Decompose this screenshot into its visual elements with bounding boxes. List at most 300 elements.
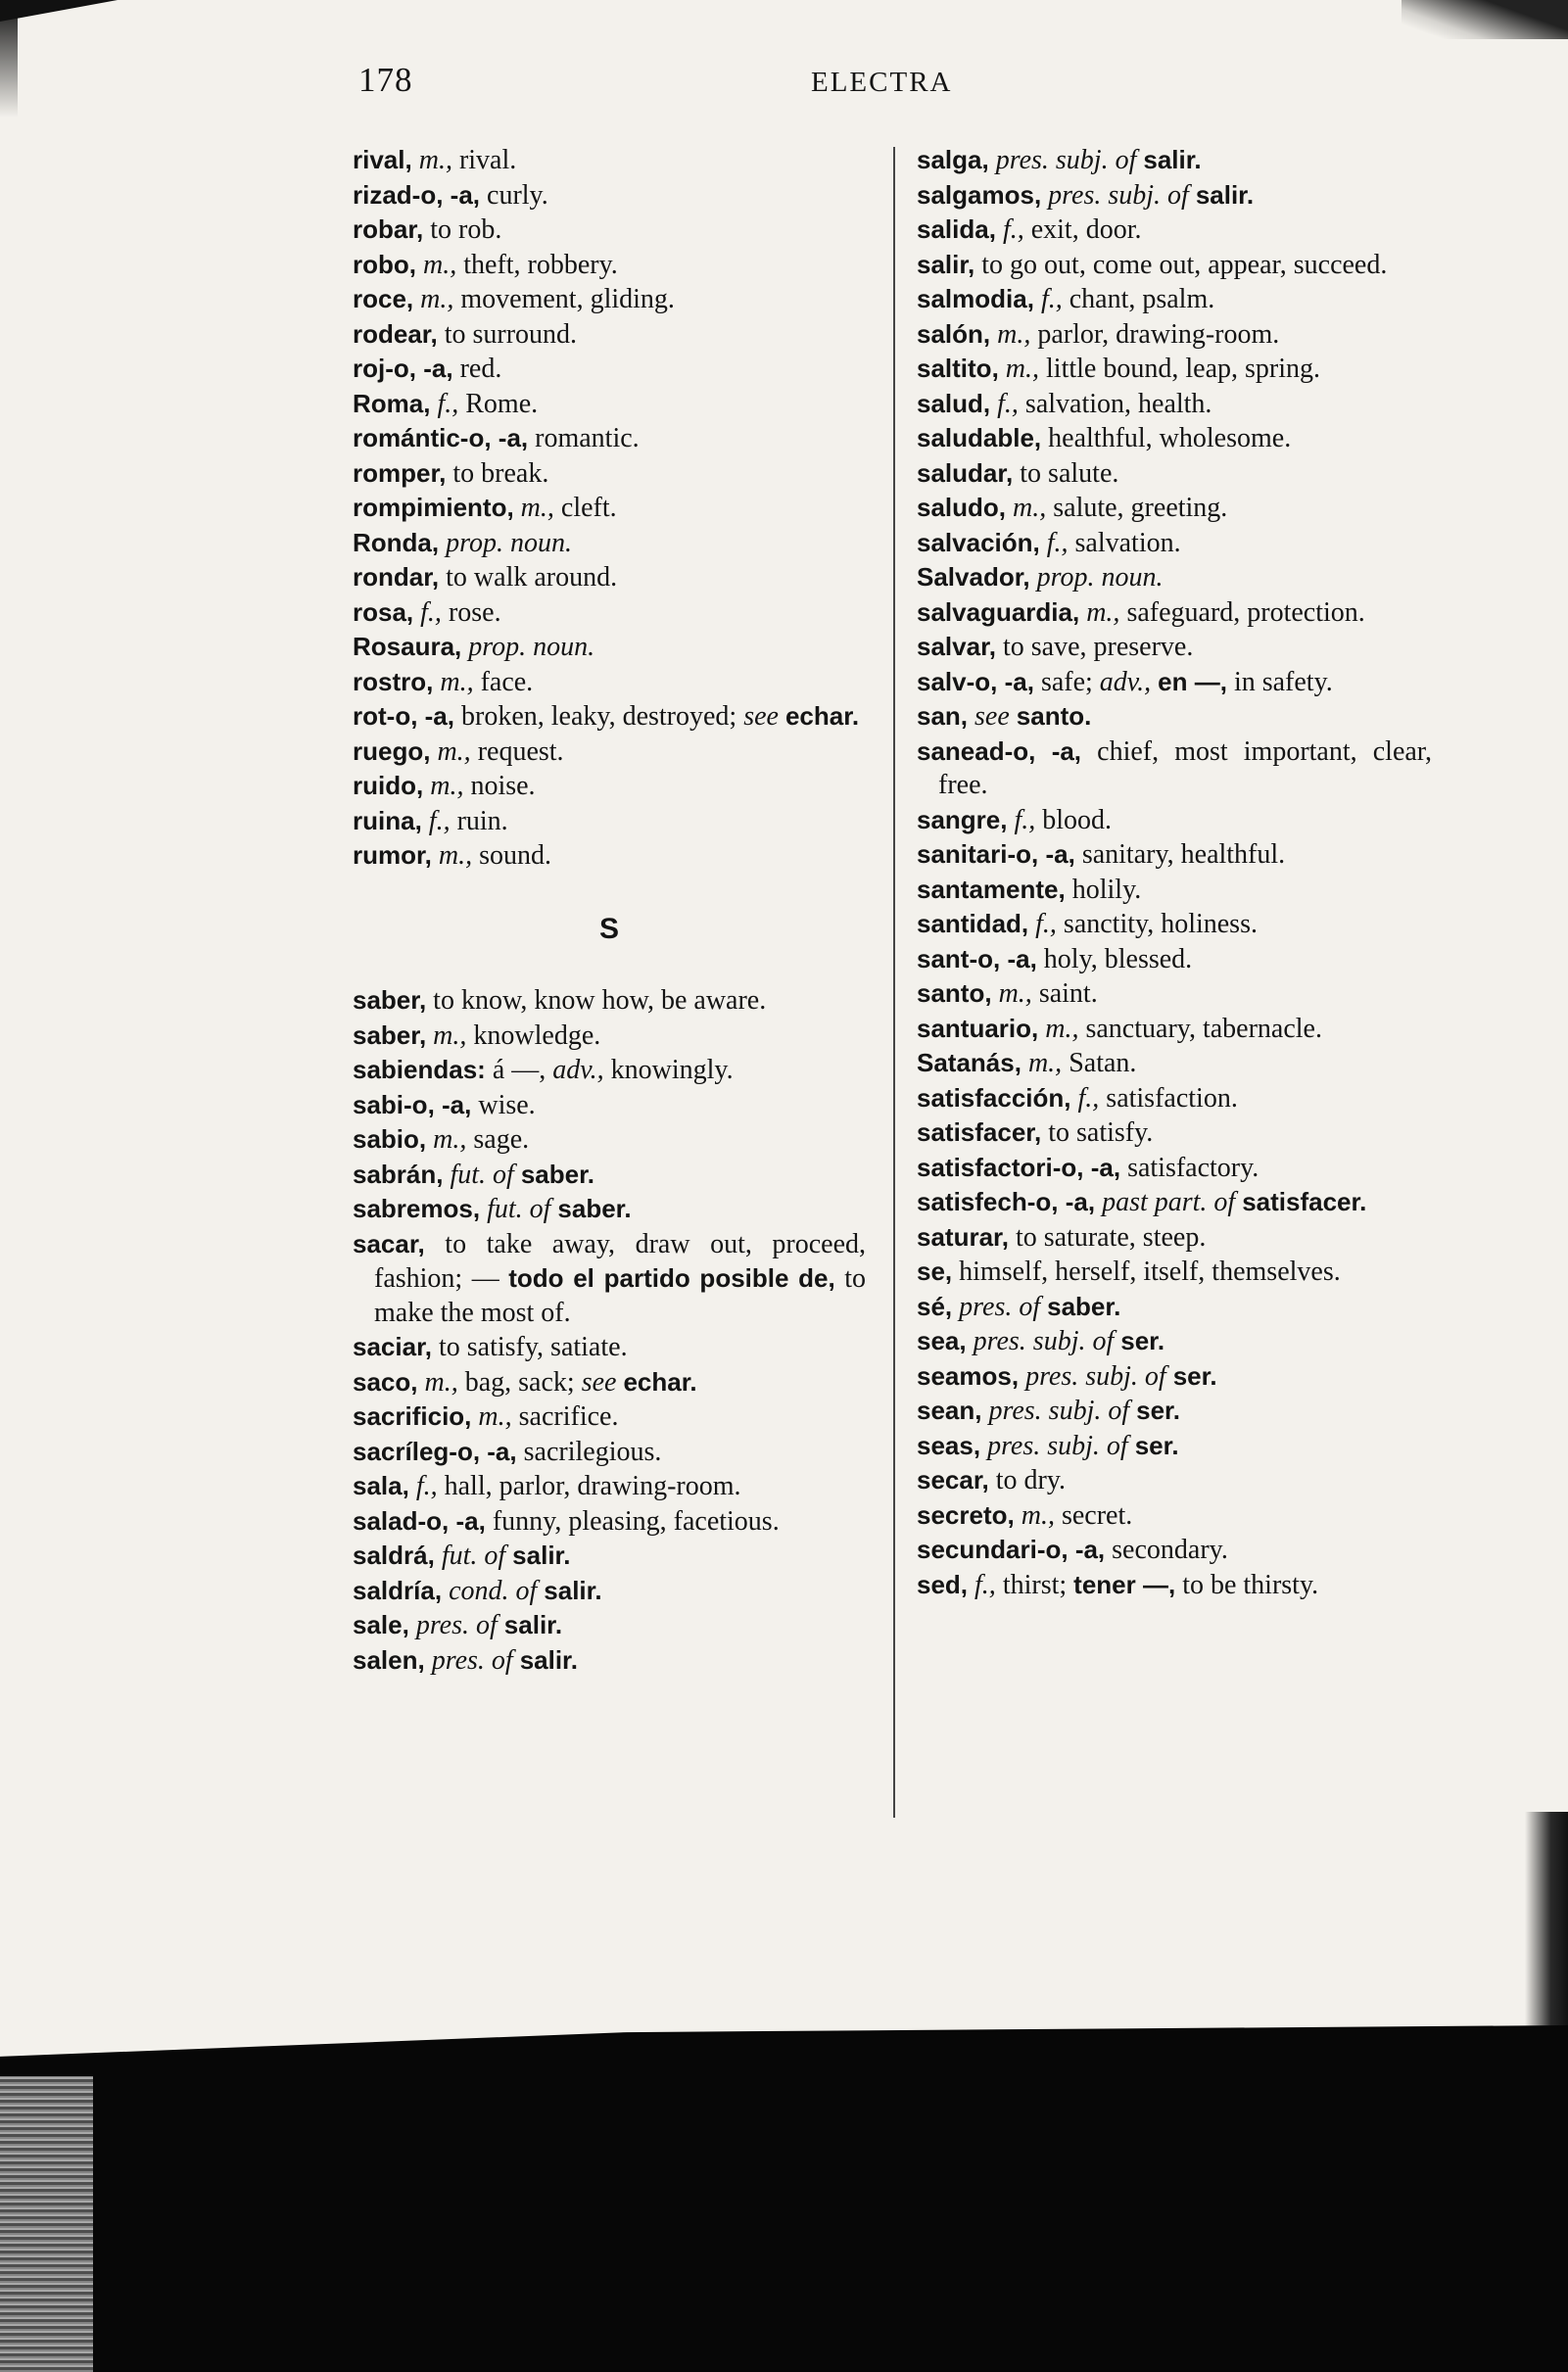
dictionary-entry xyxy=(917,1324,1432,1359)
dictionary-entry xyxy=(917,456,1432,492)
entry-definition: to salute. xyxy=(1020,457,1119,489)
entry-reference: echar. xyxy=(784,701,860,731)
entry-grammar: pres. subj. of xyxy=(1025,1360,1166,1392)
entry-headword: satisfacción, xyxy=(917,1082,1071,1113)
entry-headword: salga, xyxy=(917,145,989,174)
entry-grammar: f., xyxy=(428,805,451,836)
entry-definition: secret. xyxy=(1061,1499,1133,1531)
entry-definition: á —, xyxy=(492,1055,546,1085)
entry-definition: broken, leaky, destroyed; xyxy=(461,701,737,732)
entry-headword: saludar, xyxy=(917,457,1014,488)
dictionary-entry xyxy=(353,1330,866,1365)
dictionary-entry xyxy=(917,143,1432,178)
entry-headword: ruina, xyxy=(353,805,422,835)
dictionary-entry xyxy=(917,1533,1432,1568)
entry-grammar: prop. noun. xyxy=(1036,562,1164,593)
entry-headword: sean, xyxy=(917,1396,982,1425)
entry-definition: to break. xyxy=(452,457,549,489)
entry-definition: sanctuary, tabernacle. xyxy=(1085,1013,1322,1044)
entry-reference: en —, xyxy=(1158,666,1227,696)
dictionary-entry xyxy=(917,837,1432,873)
dictionary-entry xyxy=(353,595,866,631)
entry-definition: ruin. xyxy=(456,805,508,836)
entry-headword: Satanás, xyxy=(917,1048,1022,1077)
entry-reference: echar. xyxy=(623,1366,697,1397)
entry-definition: blood. xyxy=(1042,804,1113,835)
entry-headword: saber, xyxy=(353,1020,427,1050)
entry-definition: sanitary, healthful. xyxy=(1081,839,1286,870)
dictionary-entry xyxy=(917,630,1432,665)
entry-grammar: f., xyxy=(974,1569,996,1600)
entry-headword: roj-o, -a, xyxy=(353,354,453,383)
entry-grammar: m., xyxy=(1027,1048,1063,1078)
entry-reference: salir. xyxy=(503,1610,563,1639)
dictionary-entry xyxy=(353,560,866,595)
entry-headword: sala, xyxy=(353,1471,409,1500)
entry-list-s xyxy=(353,983,866,1678)
entry-headword: saltito, xyxy=(917,354,999,383)
entry-headword: secreto, xyxy=(917,1499,1015,1530)
entry-headword: se, xyxy=(917,1257,953,1286)
entry-definition: sage. xyxy=(473,1124,530,1155)
entry-grammar: m., xyxy=(420,284,454,314)
entry-definition: safeguard, protection. xyxy=(1126,596,1365,628)
entry-definition: to saturate, steep. xyxy=(1015,1221,1207,1253)
entry-grammar: cond. of xyxy=(449,1575,538,1606)
dictionary-entry xyxy=(917,1463,1432,1498)
scan-shadow-top-left xyxy=(0,0,118,22)
running-title: ELECTRA xyxy=(811,67,953,98)
dictionary-entry xyxy=(353,1365,866,1400)
entry-grammar: m., xyxy=(478,1401,512,1432)
entry-definition: parlor, drawing-room. xyxy=(1037,318,1280,350)
entry-definition: noise. xyxy=(470,771,536,801)
entry-headword: salvación, xyxy=(917,527,1040,557)
entry-headword: sant-o, -a, xyxy=(917,943,1037,973)
dictionary-entry xyxy=(353,317,866,353)
entry-definition: little bound, leap, spring. xyxy=(1046,354,1320,384)
entry-grammar: m., xyxy=(1021,1499,1055,1531)
entry-definition: to satisfy, satiate. xyxy=(438,1332,628,1362)
entry-grammar: m., xyxy=(423,249,457,280)
entry-headword: sea, xyxy=(917,1326,967,1355)
entry-definition: sanctity, holiness. xyxy=(1063,909,1258,939)
dictionary-entry xyxy=(353,804,866,839)
entry-headword: romper, xyxy=(353,457,447,488)
dictionary-entry xyxy=(917,526,1432,561)
entry-reference: saber. xyxy=(557,1194,632,1223)
entry-grammar: pres. of xyxy=(959,1291,1041,1322)
entry-headword: Rosaura, xyxy=(353,632,462,661)
dictionary-entry xyxy=(917,735,1432,803)
entry-headword: seamos, xyxy=(917,1360,1020,1391)
entry-headword: robo, xyxy=(353,249,416,279)
entry-headword: saco, xyxy=(353,1366,418,1397)
entry-headword: ruego, xyxy=(353,735,431,766)
entry-headword: saturar, xyxy=(917,1221,1009,1252)
dictionary-entry xyxy=(353,352,866,387)
dictionary-entry xyxy=(353,456,866,492)
dictionary-entry xyxy=(353,1539,866,1574)
entry-definition: to go out, come out, appear, succeed. xyxy=(981,249,1388,280)
entry-headword: secar, xyxy=(917,1465,989,1494)
dictionary-entry xyxy=(917,1394,1432,1429)
entry-grammar: pres. subj. of xyxy=(1048,179,1189,211)
entry-definition: sound. xyxy=(479,840,552,871)
entry-reference: ser. xyxy=(1136,1396,1180,1425)
entry-grammar: f., xyxy=(437,388,459,419)
entry-definition: theft, robbery. xyxy=(463,249,618,280)
entry-grammar: pres. subj. of xyxy=(988,1396,1130,1426)
entry-definition: to surround. xyxy=(444,318,578,350)
entry-headword: satisfech-o, -a, xyxy=(917,1187,1096,1216)
entry-headword: robar, xyxy=(353,214,424,244)
entry-reference: salir. xyxy=(1195,179,1255,210)
dictionary-entry xyxy=(917,976,1432,1012)
entry-definition: wise. xyxy=(478,1089,536,1120)
entry-grammar: m., xyxy=(1005,354,1040,384)
entry-definition: movement, gliding. xyxy=(460,284,675,314)
entry-reference: saber. xyxy=(1047,1291,1121,1321)
entry-grammar: f., xyxy=(1035,909,1057,939)
entry-grammar: pres. of xyxy=(431,1644,513,1676)
right-column xyxy=(917,143,1432,1602)
entry-headword: santidad, xyxy=(917,909,1029,938)
entry-headword: rosa, xyxy=(353,596,414,627)
entry-grammar: pres. subj. of xyxy=(995,145,1137,175)
entry-headword: sabrán, xyxy=(353,1159,444,1189)
dictionary-entry xyxy=(917,560,1432,595)
entry-headword: saldría, xyxy=(353,1575,443,1605)
dictionary-entry xyxy=(353,1019,866,1054)
dictionary-entry xyxy=(917,1081,1432,1116)
entry-definition: request. xyxy=(477,735,564,767)
entry-headword: rompimiento, xyxy=(353,493,514,522)
entry-definition: to make the most of. xyxy=(374,1263,867,1328)
entry-grammar: m., xyxy=(438,840,473,871)
dictionary-entry xyxy=(917,1185,1432,1220)
dictionary-entry xyxy=(353,1053,866,1088)
entry-definition: healthful, wholesome. xyxy=(1048,423,1292,453)
entry-grammar: f., xyxy=(1002,214,1024,245)
entry-headword: sangre, xyxy=(917,804,1008,834)
entry-reference: saber. xyxy=(520,1159,595,1189)
entry-definition: salvation. xyxy=(1074,527,1181,558)
entry-headword: saber, xyxy=(353,985,427,1015)
dictionary-entry xyxy=(917,1429,1432,1464)
entry-headword: seas, xyxy=(917,1430,981,1460)
entry-headword: sale, xyxy=(353,1610,409,1639)
dictionary-entry xyxy=(353,1122,866,1158)
dictionary-entry xyxy=(353,248,866,283)
entry-definition: in safety. xyxy=(1233,666,1333,697)
entry-definition: curly. xyxy=(487,179,548,211)
entry-grammar: prop. noun. xyxy=(446,527,572,558)
dictionary-entry xyxy=(353,1088,866,1123)
entry-headword: Ronda, xyxy=(353,527,440,557)
entry-definition: satisfaction. xyxy=(1106,1082,1238,1114)
entry-definition: exit, door. xyxy=(1030,214,1142,245)
entry-grammar: m., xyxy=(998,978,1032,1009)
dictionary-entry xyxy=(917,1046,1432,1081)
entry-definition: Satan. xyxy=(1069,1048,1137,1078)
entry-reference: ser. xyxy=(1120,1326,1165,1355)
entry-headword: sacar, xyxy=(353,1228,425,1258)
entry-definition: to know, know how, be aware. xyxy=(433,985,767,1016)
entry-grammar: m., xyxy=(437,735,471,767)
entry-headword: san, xyxy=(917,701,969,731)
entry-grammar: f., xyxy=(415,1471,438,1501)
entry-definition: thirst; xyxy=(1002,1569,1068,1600)
entry-reference: tener —, xyxy=(1073,1569,1176,1599)
entry-definition: rose. xyxy=(448,596,501,628)
dictionary-entry xyxy=(353,769,866,804)
dictionary-entry xyxy=(917,1115,1432,1151)
entry-definition: satisfactory. xyxy=(1127,1152,1259,1183)
dictionary-entry xyxy=(917,1151,1432,1186)
entry-definition: secondary. xyxy=(1112,1535,1228,1565)
left-column xyxy=(353,143,866,1678)
entry-headword: santuario, xyxy=(917,1013,1039,1043)
entry-reference: ser. xyxy=(1134,1430,1179,1460)
entry-reference: ser. xyxy=(1172,1360,1217,1391)
entry-definition: holy, blessed. xyxy=(1043,943,1193,974)
entry-headword: salir, xyxy=(917,249,975,279)
entry-definition: salute, greeting. xyxy=(1053,493,1228,523)
section-letter: S xyxy=(598,912,619,945)
entry-headword: secundari-o, -a, xyxy=(917,1535,1106,1564)
dictionary-entry xyxy=(917,1290,1432,1325)
dictionary-entry xyxy=(917,907,1432,942)
dictionary-entry xyxy=(917,1012,1432,1047)
entry-grammar: pres. subj. of xyxy=(973,1326,1115,1356)
dictionary-entry xyxy=(353,838,866,874)
entry-definition: to save, preserve. xyxy=(1002,632,1194,662)
dictionary-entry xyxy=(353,282,866,317)
entry-headword: saldrá, xyxy=(353,1541,435,1570)
entry-grammar: m., xyxy=(418,145,452,175)
entry-definition: hall, parlor, drawing-room. xyxy=(444,1471,741,1501)
dictionary-entry xyxy=(353,699,866,735)
entry-headword: satisfactori-o, -a, xyxy=(917,1152,1121,1182)
entry-headword: rostro, xyxy=(353,666,434,696)
dictionary-entry xyxy=(917,595,1432,631)
scan-shadow-right-edge xyxy=(1525,1812,1568,2037)
dictionary-entry xyxy=(917,699,1432,735)
entry-grammar: fut. of xyxy=(441,1541,506,1571)
dictionary-entry xyxy=(917,248,1432,283)
entry-grammar: f., xyxy=(1077,1082,1100,1114)
dictionary-entry xyxy=(917,317,1432,353)
entry-grammar: pres. subj. of xyxy=(987,1430,1128,1461)
entry-definition: to walk around. xyxy=(446,562,618,593)
dictionary-entry xyxy=(353,1158,866,1193)
entry-definition: to be thirsty. xyxy=(1182,1569,1319,1600)
entry-definition: chant, psalm. xyxy=(1069,284,1215,314)
entry-grammar: adv., xyxy=(1099,666,1152,697)
entry-definition: himself, herself, itself, themselves. xyxy=(959,1257,1341,1287)
entry-headword: rot-o, -a, xyxy=(353,701,454,731)
dictionary-entry xyxy=(917,491,1432,526)
entry-headword: rumor, xyxy=(353,840,432,870)
dictionary-entry xyxy=(353,526,866,561)
dictionary-entry xyxy=(353,1192,866,1227)
entry-definition: bag, sack; xyxy=(464,1366,575,1398)
entry-headword: sanead-o, -a, xyxy=(917,735,1082,766)
dictionary-entry xyxy=(353,1504,866,1540)
entry-definition: salvation, health. xyxy=(1024,388,1212,419)
entry-grammar: f., xyxy=(1046,527,1069,558)
dictionary-entry xyxy=(353,143,866,178)
entry-headword: sanitari-o, -a, xyxy=(917,839,1075,869)
entry-reference: santo. xyxy=(1016,701,1092,731)
entry-grammar: f., xyxy=(420,596,442,628)
dictionary-entry xyxy=(353,735,866,770)
entry-reference: todo el partido posible de, xyxy=(508,1263,835,1293)
entry-grammar: m., xyxy=(1045,1013,1079,1044)
column-divider xyxy=(893,147,895,1818)
entry-grammar: see xyxy=(743,701,779,732)
entry-grammar: m., xyxy=(1086,596,1120,628)
entry-headword: rizad-o, -a, xyxy=(353,179,481,210)
entry-headword: salen, xyxy=(353,1644,425,1675)
entry-definition: face. xyxy=(480,666,534,697)
entry-headword: sacrílеg-o, -a, xyxy=(353,1436,517,1466)
entry-headword: sacrificio, xyxy=(353,1401,472,1431)
entry-grammar: m., xyxy=(424,1366,458,1398)
dictionary-entry xyxy=(917,282,1432,317)
dictionary-entry xyxy=(917,213,1432,248)
dictionary-entry xyxy=(353,1399,866,1435)
dictionary-entry xyxy=(353,1227,866,1331)
dictionary-entry xyxy=(353,387,866,422)
entry-definition: knowledge. xyxy=(473,1020,601,1051)
dictionary-entry xyxy=(917,178,1432,213)
page-number: 178 xyxy=(358,61,413,99)
entry-headword: salmodia, xyxy=(917,284,1034,313)
dictionary-entry xyxy=(917,1220,1432,1256)
entry-headword: rival, xyxy=(353,145,412,174)
dictionary-entry xyxy=(353,1608,866,1643)
entry-headword: sabi-o, -a, xyxy=(353,1089,472,1119)
entry-headword: salida, xyxy=(917,214,996,244)
entry-definition: safe; xyxy=(1040,666,1093,697)
dictionary-entry xyxy=(917,1568,1432,1603)
entry-headword: santamente, xyxy=(917,874,1066,904)
dictionary-entry xyxy=(353,1574,866,1609)
entry-grammar: past part. of xyxy=(1102,1187,1236,1217)
entry-headword: santo, xyxy=(917,978,992,1008)
entry-definition: rival. xyxy=(458,145,517,175)
dictionary-entry xyxy=(353,630,866,665)
entry-headword: saludable, xyxy=(917,423,1042,452)
scan-book-edge xyxy=(0,2076,93,2372)
entry-reference: salir. xyxy=(1143,145,1202,174)
entry-grammar: prop. noun. xyxy=(468,632,595,662)
entry-definition: to satisfy. xyxy=(1048,1117,1154,1148)
dictionary-entry xyxy=(353,665,866,700)
entry-grammar: pres. of xyxy=(415,1610,498,1640)
entry-definition: sacrilegious. xyxy=(523,1436,662,1467)
entry-headword: saludo, xyxy=(917,493,1007,522)
entry-grammar: adv., xyxy=(552,1055,604,1085)
dictionary-entry xyxy=(353,213,866,248)
entry-grammar: fut. of xyxy=(487,1194,551,1224)
dictionary-entry xyxy=(353,1643,866,1679)
dictionary-entry xyxy=(917,421,1432,456)
dictionary-entry xyxy=(353,1435,866,1470)
dictionary-entry xyxy=(917,942,1432,977)
dictionary-entry xyxy=(917,1359,1432,1395)
entry-definition: romantic. xyxy=(535,423,640,453)
entry-headword: salv-o, -a, xyxy=(917,666,1034,696)
entry-headword: salvaguardia, xyxy=(917,596,1080,627)
dictionary-entry xyxy=(917,873,1432,908)
entry-definition: to dry. xyxy=(995,1465,1067,1495)
entry-headword: salgamos, xyxy=(917,179,1042,210)
entry-grammar: m., xyxy=(430,771,464,801)
entry-headword: sabio, xyxy=(353,1124,427,1154)
entry-grammar: f., xyxy=(997,388,1019,419)
dictionary-entry xyxy=(353,421,866,456)
entry-headword: sed, xyxy=(917,1569,969,1599)
entry-headword: sé, xyxy=(917,1291,953,1321)
entry-grammar: m., xyxy=(520,493,554,523)
entry-definition: chief, most important, clear, free. xyxy=(938,735,1433,800)
dictionary-entry xyxy=(917,1255,1432,1290)
entry-definition: funny, pleasing, facetious. xyxy=(492,1505,780,1537)
dictionary-entry xyxy=(353,1469,866,1504)
entry-reference: salir. xyxy=(512,1541,571,1570)
entry-list-r xyxy=(353,143,866,874)
entry-definition: sacrifice. xyxy=(518,1401,619,1432)
entry-grammar: fut. of xyxy=(450,1159,514,1190)
entry-reference: salir. xyxy=(519,1644,578,1675)
entry-grammar: see xyxy=(581,1366,617,1398)
dictionary-entry xyxy=(917,1498,1432,1534)
entry-grammar: m., xyxy=(997,318,1031,350)
entry-definition: cleft. xyxy=(560,493,617,523)
scan-shadow-left-edge xyxy=(0,0,18,118)
entry-headword: rondar, xyxy=(353,562,440,592)
entry-grammar: m., xyxy=(440,666,474,697)
entry-headword: satisfacer, xyxy=(917,1117,1042,1147)
entry-definition: saint. xyxy=(1038,978,1098,1009)
entry-headword: ruido, xyxy=(353,771,424,800)
dictionary-entry xyxy=(353,491,866,526)
entry-list-s-continued xyxy=(917,143,1432,1602)
entry-headword: sabiendas: xyxy=(353,1055,486,1084)
entry-headword: romántic-o, -a, xyxy=(353,423,529,452)
entry-headword: roce, xyxy=(353,284,414,313)
entry-definition: knowingly. xyxy=(610,1055,734,1085)
entry-grammar: see xyxy=(974,701,1010,732)
dictionary-entry xyxy=(917,803,1432,838)
entry-grammar: m., xyxy=(433,1020,467,1051)
scan-shadow-top-right xyxy=(1402,0,1568,39)
entry-headword: salón, xyxy=(917,318,991,349)
entry-grammar: m., xyxy=(433,1124,467,1155)
entry-headword: rodear, xyxy=(353,318,438,349)
dictionary-entry xyxy=(917,665,1432,700)
dictionary-entry xyxy=(917,387,1432,422)
entry-headword: Salvador, xyxy=(917,562,1030,592)
entry-grammar: f., xyxy=(1014,804,1036,835)
entry-headword: salad-o, -a, xyxy=(353,1505,486,1536)
entry-definition: to rob. xyxy=(430,214,502,245)
entry-definition: Rome. xyxy=(465,388,539,419)
entry-headword: salud, xyxy=(917,388,991,418)
